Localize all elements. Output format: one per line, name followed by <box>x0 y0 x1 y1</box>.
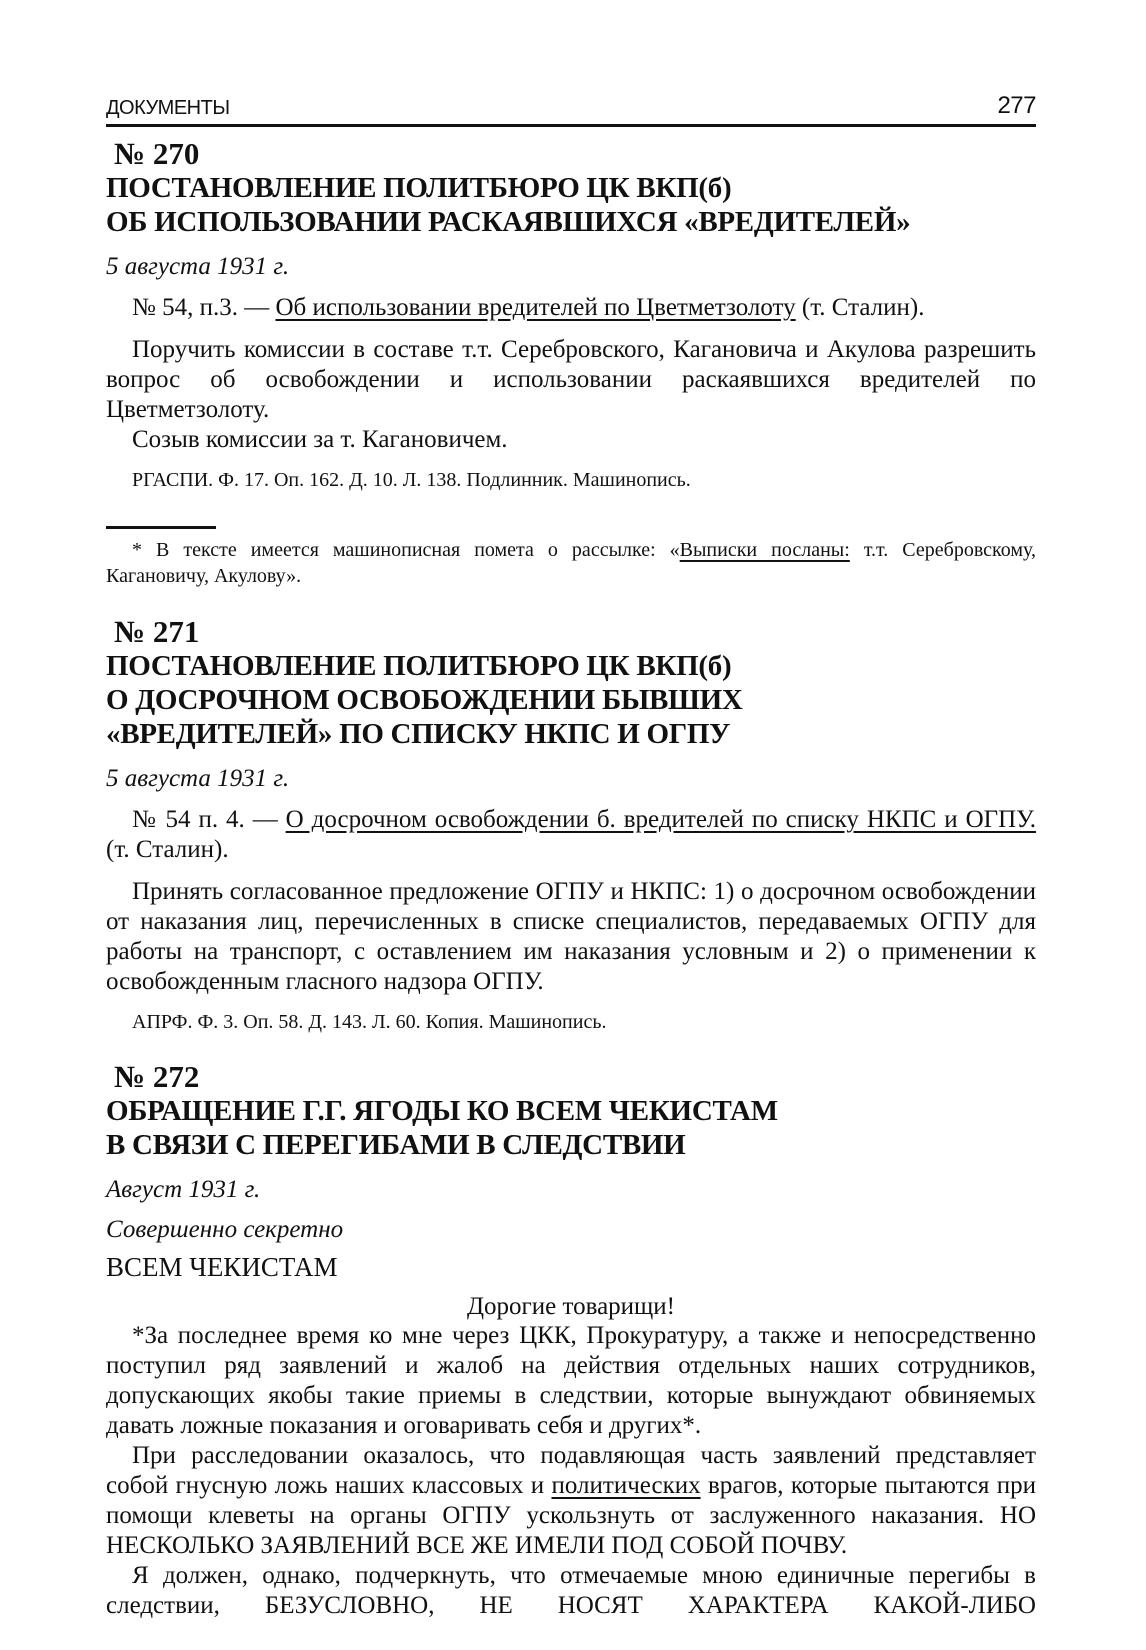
document-page <box>106 92 1036 1621</box>
doc-title-line: ОБРАЩЕНИЕ Г.Г. ЯГОДЫ КО ВСЕМ ЧЕКИСТАМ <box>106 1095 778 1127</box>
paragraph-text: врагов, которые пытаются при помощи клеветы на органы ОГПУ ускользнуть от заслуженного наказания. НО НЕСКОЛЬКО ЗАЯВЛЕНИЙ ВСЕ ЖЕ ИМЕЛИ ПОД СОБОЙ ПОЧВУ. <box>106 1472 1036 1559</box>
paragraph-underlined: политических <box>551 1472 701 1499</box>
doc-title-line: ОБ ИСПОЛЬЗОВАНИИ РАСКАЯВШИХСЯ «ВРЕДИТЕЛЕЙ» <box>106 206 911 238</box>
document-270 <box>106 137 1036 589</box>
footnote-suffix: т.т. Серебровскому, Кагановичу, Акулову». <box>106 539 1036 587</box>
protocol-prefix: № 54 п. 4. — <box>132 806 286 833</box>
doc-body: Созыв комиссии за т. Кагановичем. <box>132 426 508 453</box>
doc-body: Поручить комиссии в составе т.т. Серебровского, Кагановича и Акулова разрешить вопрос об освобождении и использовании раскаявшихся вредителей по Цветметзолоту. <box>106 336 1036 423</box>
letter-paragraph: Я должен, однако, подчеркнуть, что отмечаемые мною единичные перегибы в следствии, БЕЗУСЛОВНО, НЕ НОСЯТ ХАРАКТЕРА КАКОЙ-ЛИБО <box>106 1562 1036 1619</box>
footnote <box>106 537 1036 589</box>
footnote-underlined: Выписки посланы: <box>679 539 850 561</box>
protocol-suffix: (т. Сталин). <box>106 836 229 863</box>
archive-source: РГАСПИ. Ф. 17. Оп. 162. Д. 10. Л. 138. Подлинник. Машинопись. <box>132 469 691 491</box>
doc-date: 5 августа 1931 г. <box>106 765 290 792</box>
letter-paragraph: *За последнее время ко мне через ЦКК, Прокуратуру, а также и непосредственно поступил ряд заявлений и жалоб на действия отдельных наших сотрудников, допускающих якобы такие приемы в следствии, которые вынуждают обвиняемых давать ложные показания и оговаривать себя и других*. <box>106 1322 1036 1439</box>
protocol-subject: О досрочном освобождении б. вредителей по списку НКПС и ОГПУ. <box>285 806 1037 833</box>
salutation: Дорогие товарищи! <box>466 1293 676 1320</box>
running-header <box>106 92 1036 127</box>
doc-title-line: В СВЯЗИ С ПЕРЕГИБАМИ В СЛЕДСТВИИ <box>106 1129 686 1161</box>
classification-mark: Совершенно секретно <box>106 1216 344 1243</box>
doc-number: № 271 <box>114 614 200 649</box>
footnote-divider <box>106 526 216 529</box>
protocol-line <box>106 293 1036 323</box>
document-272 <box>106 1060 1036 1621</box>
doc-title-line: «ВРЕДИТЕЛЕЙ» ПО СПИСКУ НКПС И ОГПУ <box>106 718 731 750</box>
doc-title-line: ПОСТАНОВЛЕНИЕ ПОЛИТБЮРО ЦК ВКП(б) <box>106 172 732 204</box>
paragraph-text: При расследовании оказалось, что подавляющая часть заявлений представляет собой гнусную ложь наших классовых и <box>106 1442 1036 1499</box>
doc-title-line: ПОСТАНОВЛЕНИЕ ПОЛИТБЮРО ЦК ВКП(б) <box>106 650 732 682</box>
protocol-subject: Об использовании вредителей по Цветметзолоту <box>275 294 796 321</box>
protocol-prefix: № 54, п.3. — <box>132 294 276 321</box>
addressee: ВСЕМ ЧЕКИСТАМ <box>106 1252 338 1282</box>
document-271 <box>106 615 1036 1034</box>
doc-date: Август 1931 г. <box>106 1176 261 1203</box>
section-title: ДОКУМЕНТЫ <box>106 97 230 119</box>
doc-number: № 270 <box>114 136 200 171</box>
doc-title-line: О ДОСРОЧНОМ ОСВОБОЖДЕНИИ БЫВШИХ <box>106 684 743 716</box>
doc-body: Принять согласованное предложение ОГПУ и НКПС: 1) о досрочном освобождении от наказания лиц, перечисленных в списке специалистов, передаваемых ОГПУ для работы на транспорт, с оставлением им наказания условным и 2) о применении к освобожденным гласного надзора ОГПУ. <box>106 878 1036 995</box>
doc-date: 5 августа 1931 г. <box>106 253 290 280</box>
page-number: 277 <box>997 92 1036 119</box>
letter-paragraph <box>106 1441 1036 1561</box>
protocol-suffix: (т. Сталин). <box>795 294 925 321</box>
footnote-prefix: * В тексте имеется машинописная помета о рассылке: « <box>132 539 680 561</box>
protocol-line <box>106 805 1036 865</box>
doc-number: № 272 <box>114 1059 200 1094</box>
archive-source: АПРФ. Ф. 3. Оп. 58. Д. 143. Л. 60. Копия. Машинопись. <box>132 1011 607 1033</box>
